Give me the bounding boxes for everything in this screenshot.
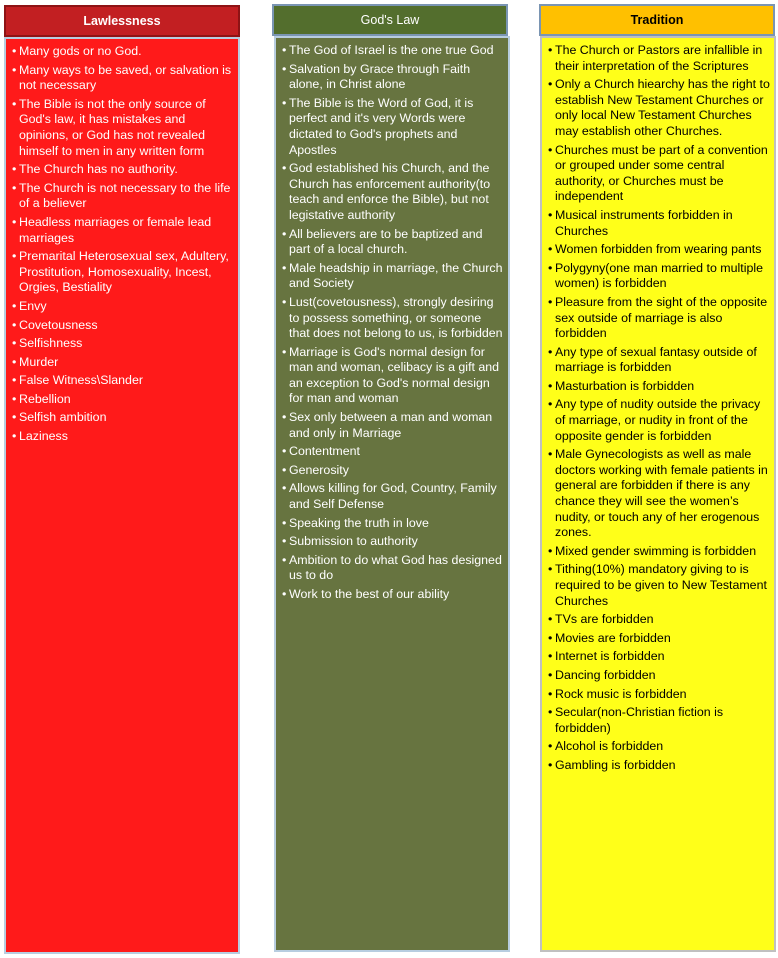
tradition-header [539, 4, 775, 36]
list-item: • Selfish ambition [12, 410, 234, 426]
list-item: • Lust(covetousness), strongly desiring to possess something, or someone that does not belong to us, is forbidden [282, 295, 504, 342]
list-item: • Gambling is forbidden [548, 758, 770, 774]
list-item: • Masturbation is forbidden [548, 379, 770, 395]
list-item: • Covetousness [12, 318, 234, 334]
list-item: • Churches must be part of a convention or grouped under some central authority, or Churches must be independent [548, 143, 770, 205]
list-item: • Salvation by Grace through Faith alone, in Christ alone [282, 62, 504, 93]
gods-law-panel [274, 36, 510, 952]
tradition-list [548, 43, 770, 774]
list-item: • Rock music is forbidden [548, 687, 770, 703]
gods-law-list [282, 43, 504, 603]
list-item: • Work to the best of our ability [282, 587, 504, 603]
list-item: • God established his Church, and the Church has enforcement authority(to teach and enforce the Bible), but not legistative authority [282, 161, 504, 223]
list-item: • Sex only between a man and woman and only in Marriage [282, 410, 504, 441]
list-item: • Headless marriages or female lead marriages [12, 215, 234, 246]
lawlessness-header [4, 5, 240, 37]
list-item: • Selfishness [12, 336, 234, 352]
list-item: • Male Gynecologists as well as male doctors working with female patients in general are forbidden if there is any chance they will see the women’s nudity, or touch any of her erogenous zones. [548, 447, 770, 541]
list-item: • Speaking the truth in love [282, 516, 504, 532]
list-item: • TVs are forbidden [548, 612, 770, 628]
list-item: • Rebellion [12, 392, 234, 408]
list-item: • Musical instruments forbidden in Churches [548, 208, 770, 239]
list-item: • The Church has no authority. [12, 162, 234, 178]
list-item: • The God of Israel is the one true God [282, 43, 504, 59]
list-item: • Polygyny(one man married to multiple women) is forbidden [548, 261, 770, 292]
list-item: • Tithing(10%) mandatory giving to is required to be given to New Testament Churches [548, 562, 770, 609]
tradition-panel [540, 36, 776, 952]
list-item: • Envy [12, 299, 234, 315]
list-item: • Mixed gender swimming is forbidden [548, 544, 770, 560]
list-item: • Generosity [282, 463, 504, 479]
list-item: • Women forbidden from wearing pants [548, 242, 770, 258]
list-item: • False Witness\Slander [12, 373, 234, 389]
list-item: • The Bible is not the only source of God's law, it has mistakes and opinions, or God has not revealed himself to men in any written form [12, 97, 234, 159]
list-item: • Contentment [282, 444, 504, 460]
lawlessness-panel [4, 37, 240, 954]
list-item: • Marriage is God's normal design for man and woman, celibacy is a gift and an exception to God's normal design for man and woman [282, 345, 504, 407]
list-item: • Any type of sexual fantasy outside of marriage is forbidden [548, 345, 770, 376]
list-item: • Dancing forbidden [548, 668, 770, 684]
list-item: • Secular(non-Christian fiction is forbidden) [548, 705, 770, 736]
list-item: • The Church is not necessary to the life of a believer [12, 181, 234, 212]
gods-law-title: God's Law [360, 13, 420, 27]
lawlessness-title: Lawlessness [83, 14, 161, 28]
list-item: • Premarital Heterosexual sex, Adultery, Prostitution, Homosexuality, Incest, Orgies, Bestiality [12, 249, 234, 296]
list-item: • Many gods or no God. [12, 44, 234, 60]
list-item: • Internet is forbidden [548, 649, 770, 665]
list-item: • Alcohol is forbidden [548, 739, 770, 755]
list-item: • The Bible is the Word of God, it is perfect and it's very Words were dictated to God's prophets and Apostles [282, 96, 504, 158]
list-item: • Submission to authority [282, 534, 504, 550]
list-item: • All believers are to be baptized and part of a local church. [282, 227, 504, 258]
tradition-title: Tradition [630, 13, 684, 27]
list-item: • Only a Church hiearchy has the right to establish New Testament Churches or only local New Testament Churches may establish other Churches. [548, 77, 770, 139]
list-item: • Laziness [12, 429, 234, 445]
list-item: • The Church or Pastors are infallible in their interpretation of the Scriptures [548, 43, 770, 74]
list-item: • Pleasure from the sight of the opposite sex outside of marriage is also forbidden [548, 295, 770, 342]
gods-law-header [272, 4, 508, 36]
list-item: • Ambition to do what God has designed us to do [282, 553, 504, 584]
list-item: • Any type of nudity outside the privacy of marriage, or nudity in front of the opposite gender is forbidden [548, 397, 770, 444]
list-item: • Many ways to be saved, or salvation is not necessary [12, 63, 234, 94]
list-item: • Movies are forbidden [548, 631, 770, 647]
lawlessness-list [12, 44, 234, 445]
list-item: • Murder [12, 355, 234, 371]
list-item: • Male headship in marriage, the Church and Society [282, 261, 504, 292]
list-item: • Allows killing for God, Country, Family and Self Defense [282, 481, 504, 512]
